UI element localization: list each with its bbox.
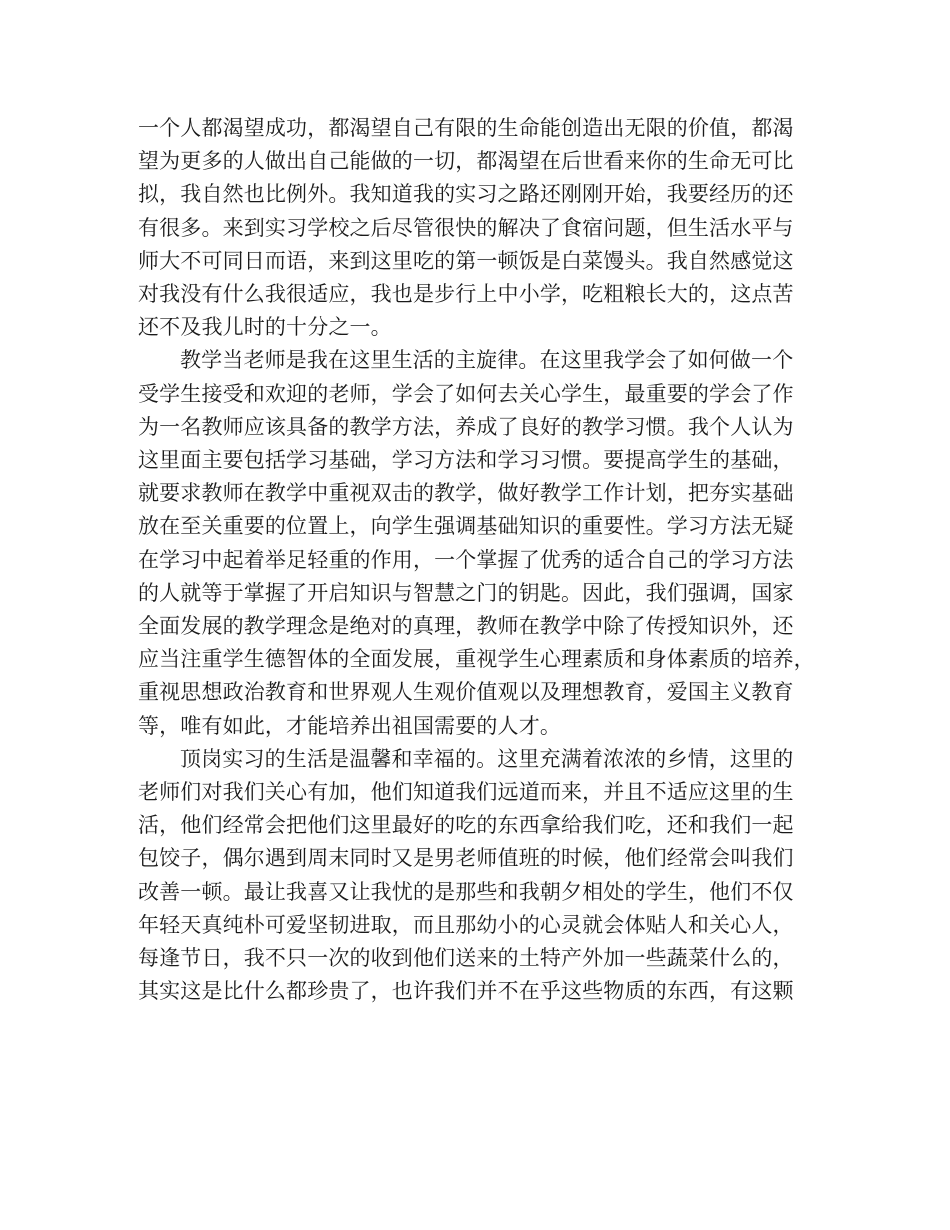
text-line: 师大不可同日而语，来到这里吃的第一顿饭是白菜馒头。我自然感觉这 <box>138 248 794 273</box>
document-body <box>138 112 828 1008</box>
text-line: 年轻天真纯朴可爱坚韧进取，而且那幼小的心灵就会体贴人和关心人， <box>138 912 794 937</box>
text-line: 这里面主要包括学习基础，学习方法和学习习惯。要提高学生的基础， <box>138 448 794 473</box>
text-line: 有很多。来到实习学校之后尽管很快的解决了食宿问题，但生活水平与 <box>138 215 794 240</box>
text-line: 其实这是比什么都珍贵了，也许我们并不在乎这些物质的东西，有这颗 <box>138 979 794 1004</box>
text-line: 拟，我自然也比例外。我知道我的实习之路还刚刚开始，我要经历的还 <box>138 182 794 207</box>
text-line: 就要求教师在教学中重视双击的教学，做好教学工作计划，把夯实基础 <box>138 481 794 506</box>
paragraph-3 <box>138 743 828 1009</box>
text-line: 放在至关重要的位置上，向学生强调基础知识的重要性。学习方法无疑 <box>138 514 794 539</box>
text-line: 老师们对我们关心有加，他们知道我们远道而来，并且不适应这里的生 <box>138 780 794 805</box>
text-line: 每逢节日，我不只一次的收到他们送来的土特产外加一些蔬菜什么的， <box>138 946 794 971</box>
text-line: 还不及我儿时的十分之一。 <box>138 315 392 340</box>
text-line: 应当注重学生德智体的全面发展，重视学生心理素质和身体素质的培养， <box>138 647 815 672</box>
text-line: 在学习中起着举足轻重的作用，一个掌握了优秀的适合自己的学习方法 <box>138 547 794 572</box>
text-line: 重视思想政治教育和世界观人生观价值观以及理想教育，爱国主义教育 <box>138 680 794 705</box>
paragraph-1 <box>138 112 828 344</box>
text-line: 全面发展的教学理念是绝对的真理，教师在教学中除了传授知识外，还 <box>138 614 794 639</box>
text-line: 活，他们经常会把他们这里最好的吃的东西拿给我们吃，还和我们一起 <box>138 813 794 838</box>
text-line: 对我没有什么我很适应，我也是步行上中小学，吃粗粮长大的，这点苦 <box>138 282 794 307</box>
paragraph-2 <box>138 344 828 742</box>
text-line: 包饺子，偶尔遇到周末同时又是男老师值班的时候，他们经常会叫我们 <box>138 846 794 871</box>
text-line: 顶岗实习的生活是温馨和幸福的。这里充满着浓浓的乡情，这里的 <box>180 746 794 771</box>
text-line: 为一名教师应该具备的教学方法，养成了良好的教学习惯。我个人认为 <box>138 414 794 439</box>
text-line: 的人就等于掌握了开启知识与智慧之门的钥匙。因此，我们强调，国家 <box>138 580 794 605</box>
text-line: 教学当老师是我在这里生活的主旋律。在这里我学会了如何做一个 <box>180 348 794 373</box>
text-line: 望为更多的人做出自己能做的一切，都渴望在后世看来你的生命无可比 <box>138 149 794 174</box>
text-line: 等，唯有如此，才能培养出祖国需要的人才。 <box>138 713 561 738</box>
text-line: 受学生接受和欢迎的老师，学会了如何去关心学生，最重要的学会了作 <box>138 381 794 406</box>
text-line: 改善一顿。最让我喜又让我忧的是那些和我朝夕相处的学生，他们不仅 <box>138 879 794 904</box>
text-line: 一个人都渴望成功，都渴望自己有限的生命能创造出无限的价值，都渴 <box>138 116 794 140</box>
